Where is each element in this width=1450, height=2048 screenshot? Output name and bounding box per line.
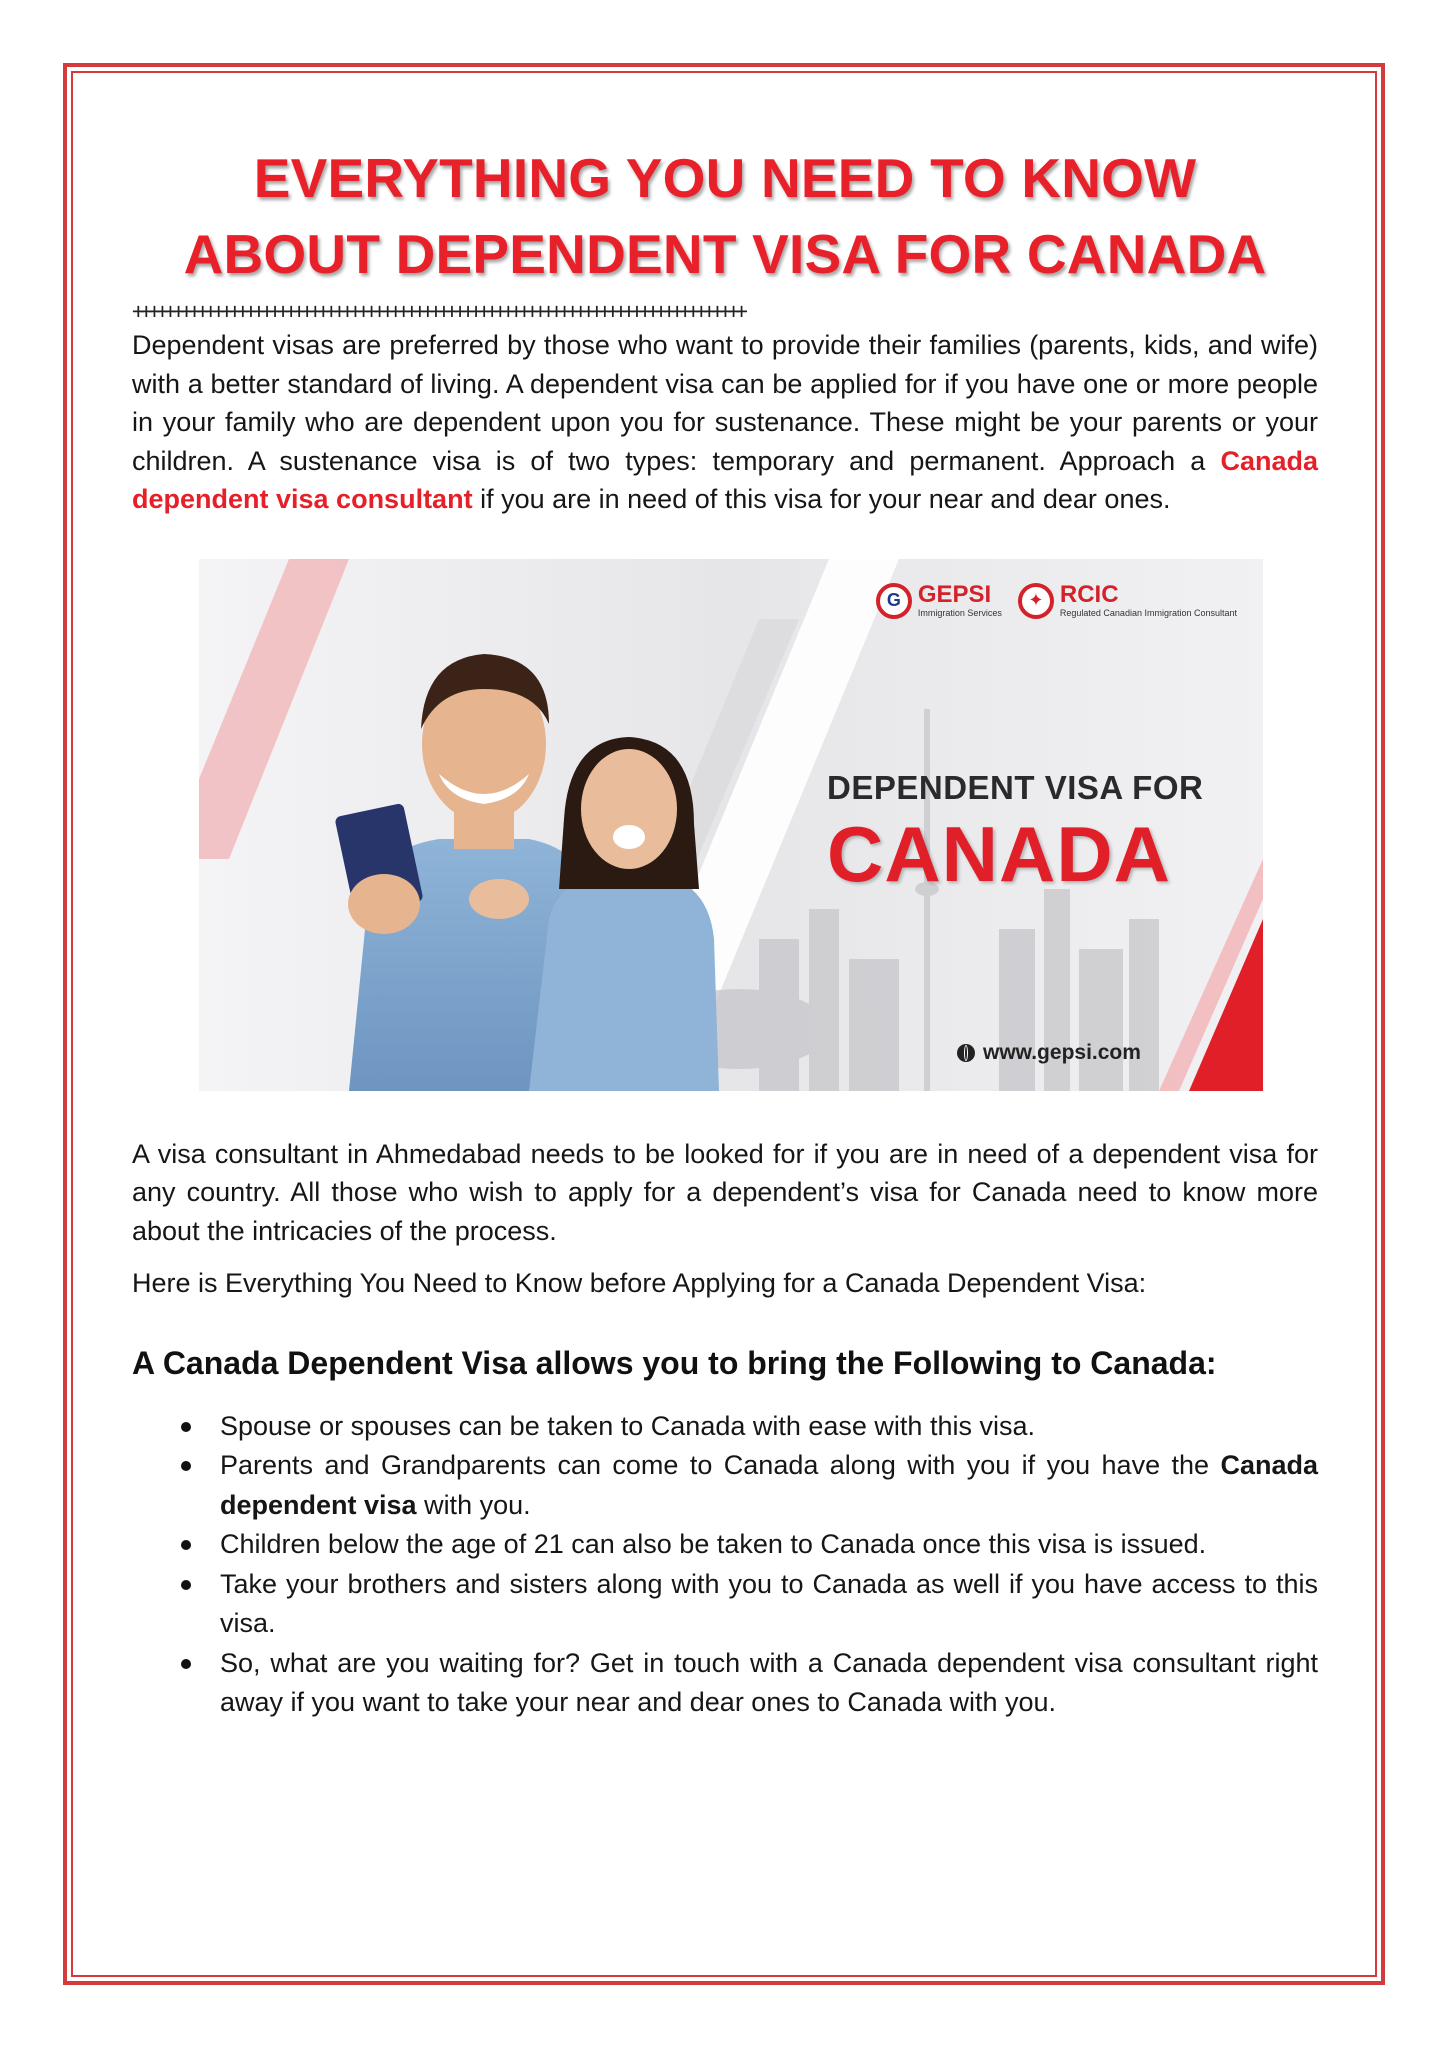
maple-leaf-icon: ✦ (1018, 583, 1054, 619)
list-item-text-after: with you. (416, 1489, 531, 1520)
intro-text-after: if you are in need of this visa for your near and dear ones. (472, 484, 1171, 514)
intro-text-before: Dependent visas are preferred by those who want to provide their families (parents, kids, and wife) with a better standard of living. A dependent visa can be applied for if you have one or more people in your family who are dependent upon you for sustenance. These might be your parents or your children. A sustenance visa is of two types: temporary and permanent. Approach a (132, 330, 1318, 476)
list-item-text: Spouse or spouses can be taken to Canada with ease with this visa. (220, 1410, 1035, 1441)
globe-icon (957, 1044, 975, 1062)
list-item (132, 1446, 1318, 1525)
page-title (132, 140, 1318, 292)
intro-paragraph (132, 326, 1318, 519)
bullet-icon (181, 1580, 191, 1590)
banner-image (199, 559, 1263, 1091)
list-item-text: So, what are you waiting for? Get in touch with a Canada dependent visa consultant right away if you want to take your near and dear ones to Canada with you. (220, 1647, 1318, 1717)
benefits-list (132, 1407, 1318, 1723)
list-item-text: Take your brothers and sisters along with you to Canada as well if you have access to this visa. (220, 1568, 1318, 1638)
list-item-text-before: Parents and Grandparents can come to Canada along with you if you have the (220, 1450, 1221, 1480)
banner-url-text: www.gepsi.com (983, 1040, 1141, 1064)
list-item (132, 1565, 1318, 1644)
banner-country: CANADA (827, 809, 1171, 898)
banner-url (957, 1041, 1141, 1065)
bullet-icon (181, 1422, 191, 1432)
list-item-text: Children below the age of 21 can also be taken to Canada once this visa is issued. (220, 1529, 1207, 1559)
paragraph-2: A visa consultant in Ahmedabad needs to be looked for if you are in need of a dependent visa for any country. All those who wish to apply for a dependent’s visa for Canada need to know more about the intricacies of the process. (132, 1138, 1318, 1246)
intro-highlight-link[interactable]: Canada dependent visa consultant (132, 445, 1318, 514)
separator-line: ++++++++++++++++++++++++++++++++++++++++++++++++++++++++++++++++++++++++++++ (132, 299, 744, 323)
gepsi-logo-name: GEPSI (917, 581, 992, 608)
rcic-logo-sub: Regulated Canadian Immigration Consultant (1059, 608, 1237, 618)
bullet-icon (181, 1659, 191, 1669)
section-heading: A Canada Dependent Visa allows you to bring the Following to Canada: (132, 1344, 1217, 1381)
gepsi-logo-sub: Immigration Services (917, 608, 1002, 618)
list-item (132, 1525, 1318, 1565)
bullet-icon (181, 1461, 191, 1471)
gepsi-logo (876, 583, 1002, 619)
title-line-1: EVERYTHING YOU NEED TO KNOW (253, 147, 1197, 209)
banner-heading: DEPENDENT VISA FOR (827, 768, 1204, 806)
rcic-logo (1018, 583, 1237, 619)
gepsi-logo-icon: G (876, 583, 912, 619)
banner-logos (876, 583, 1237, 619)
list-item (132, 1644, 1318, 1723)
list-item (132, 1407, 1318, 1447)
paragraph-3: Here is Everything You Need to Know before Applying for a Canada Dependent Visa: (132, 1268, 1147, 1298)
title-line-2: ABOUT DEPENDENT VISA FOR CANADA (183, 223, 1267, 285)
rcic-logo-name: RCIC (1059, 581, 1119, 608)
bullet-icon (181, 1540, 191, 1550)
list-item-bold: Canada dependent visa (220, 1450, 1318, 1520)
document-content (132, 140, 1318, 1723)
